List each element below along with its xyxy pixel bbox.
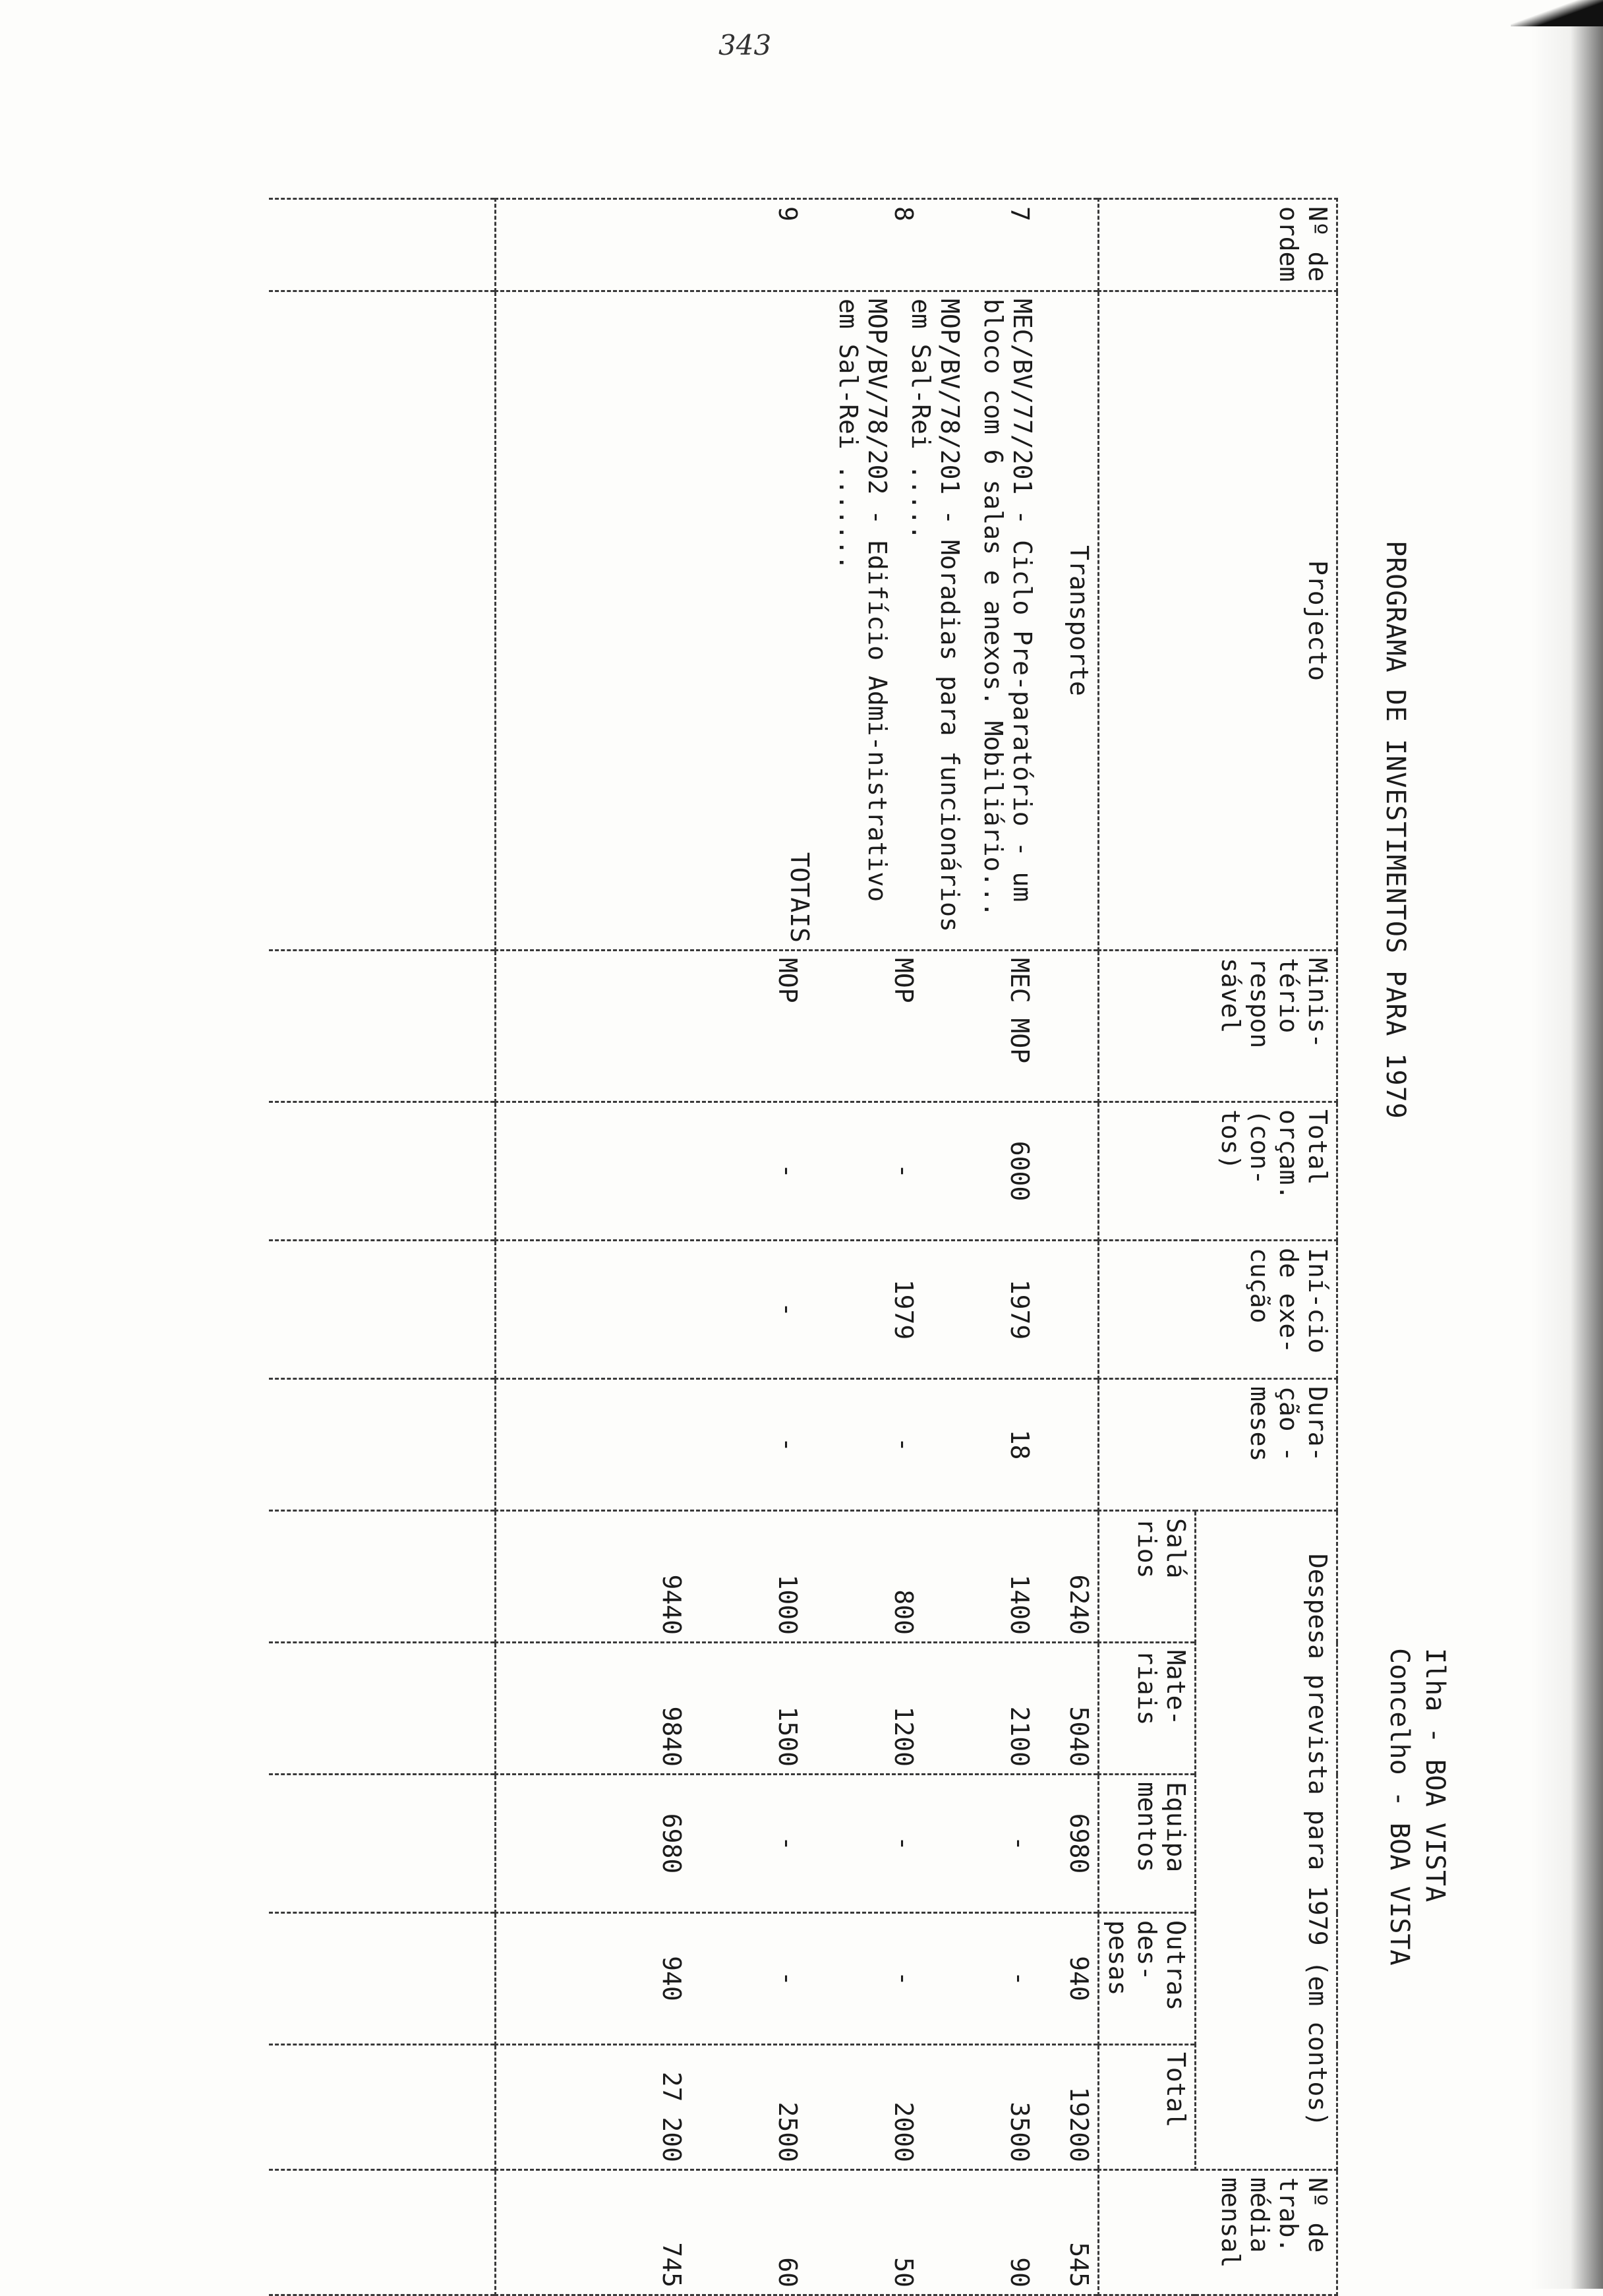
blank-cell (269, 2045, 496, 2170)
table-row-trabalhadores: 90 (1005, 2257, 1034, 2288)
table-row-inicio: - (773, 1302, 802, 1317)
header-duracao: Dura-ção -meses (1099, 1379, 1337, 1511)
table-row-duracao: - (889, 1437, 918, 1452)
projecto-cell (496, 291, 1099, 951)
table-row-duracao: 18 (1005, 1429, 1034, 1460)
transporte-label: Transporte (1064, 545, 1093, 696)
duracao-cell (496, 1379, 1099, 1511)
table-row-ministerio: MOP (773, 958, 802, 1003)
transporte-salarios: 6240 (1064, 1574, 1093, 1635)
totais-salarios: 9440 (657, 1574, 686, 1635)
transporte-materiais: 5040 (1064, 1706, 1093, 1767)
transporte-outras: 940 (1064, 1956, 1093, 2001)
header-salarios: Salá rios (1099, 1511, 1196, 1643)
table-row-salarios: 1400 (1005, 1574, 1034, 1635)
totais-equipamentos: 6980 (657, 1813, 686, 1874)
table-row-equipamentos: - (773, 1836, 802, 1851)
equipamentos-cell (496, 1775, 1099, 1913)
table-row-inicio: 1979 (889, 1279, 918, 1340)
table-row-materiais: 1500 (773, 1706, 802, 1767)
inicio-cell (496, 1241, 1099, 1379)
table-row-total-orcamento: 6000 (1005, 1140, 1034, 1202)
salarios-cell (496, 1511, 1099, 1643)
table-row-equipamentos: - (1005, 1836, 1034, 1851)
header-ministerio: Minis-tério respon sável (1099, 951, 1337, 1102)
concelho-label: Concelho - BOA VISTA (1384, 1648, 1414, 1966)
ministerio-cell (496, 951, 1099, 1102)
blank-cell (269, 1775, 496, 1913)
table-row-total-orcamento: - (773, 1163, 802, 1179)
header-trabalhadores: Nº de trab. média mensal (1099, 2170, 1337, 2295)
table-row-outras: - (773, 1971, 802, 1986)
total-cell (496, 2045, 1099, 2170)
header-despesa: Despesa prevista para 1979 (em contos) (1196, 1511, 1337, 2170)
totais-materiais: 9840 (657, 1706, 686, 1767)
header-total-orcamento: Total orçam. (con-tos) (1099, 1102, 1337, 1241)
blank-cell (269, 199, 496, 291)
blank-cell (269, 1241, 496, 1379)
table-row-total: 2000 (889, 2102, 918, 2163)
table-row-outras: - (889, 1971, 918, 1986)
table-row-outras: - (1005, 1971, 1034, 1986)
total-orcamento-cell (496, 1102, 1099, 1241)
table-row-trabalhadores: 50 (889, 2257, 918, 2288)
totais-total: 27 200 (657, 2071, 686, 2163)
table-row-salarios: 1000 (773, 1574, 802, 1635)
header-projecto: Projecto (1099, 291, 1337, 951)
rotated-document (277, 185, 1450, 2288)
transporte-equipamentos: 6980 (1064, 1813, 1093, 1874)
table-row-projecto: MOP/BV/78/202 - Edifício Admi-nistrativo em Sal-Rei ....... (834, 299, 892, 902)
totais-label: TOTAIS (785, 852, 814, 943)
table-row-ordem: 8 (889, 206, 918, 221)
table-row-ministerio: MEC MOP (1005, 958, 1034, 1064)
table-row-inicio: 1979 (1005, 1279, 1034, 1340)
transporte-trabalhadores: 545 (1064, 2242, 1093, 2288)
header-inicio: Iní-cio de exe-cução (1099, 1241, 1337, 1379)
header-outras: Outras des-pesas (1099, 1913, 1196, 2045)
blank-cell (269, 951, 496, 1102)
scan-shadow-edge (1530, 0, 1603, 2289)
document-title: PROGRAMA DE INVESTIMENTOS PARA 1979 (1380, 541, 1411, 1119)
blank-cell (269, 1102, 496, 1241)
blank-cell (269, 1379, 496, 1511)
table-row-ordem: 7 (1005, 206, 1034, 221)
blank-cell (269, 1643, 496, 1775)
trabalhadores-cell (496, 2170, 1099, 2295)
investment-table (277, 198, 1338, 2294)
header-materiais: Mate-riais (1099, 1643, 1196, 1775)
blank-cell (269, 291, 496, 951)
table-row-total-orcamento: - (889, 1163, 918, 1179)
table-row-total: 3500 (1005, 2102, 1034, 2163)
table-row-ordem: 9 (773, 206, 802, 221)
island-label: Ilha - BOA VISTA (1420, 1648, 1450, 1902)
outras-cell (496, 1913, 1099, 2045)
transporte-total: 19200 (1064, 2086, 1093, 2163)
ordem-cell (496, 199, 1099, 291)
totais-outras: 940 (657, 1956, 686, 2001)
blank-cell (269, 1511, 496, 1643)
header-equipamentos: Equipa mentos (1099, 1775, 1196, 1913)
page-number: 343 (718, 29, 772, 61)
table-row-trabalhadores: 60 (773, 2257, 802, 2288)
table-row-projecto: MOP/BV/78/201 - Moradias para funcionários em Sal-Rei ..... (906, 299, 964, 932)
table-row-projecto: MEC/BV/77/201 - Ciclo Pre-paratório - um bloco com 6 salas e anexos. Mobiliário... (979, 299, 1037, 917)
totais-trabalhadores: 745 (657, 2242, 686, 2288)
blank-cell (269, 1913, 496, 2045)
page-corner-fold (1511, 0, 1603, 26)
table-row-total: 2500 (773, 2102, 802, 2163)
table-row-salarios: 800 (889, 1589, 918, 1635)
table-row-materiais: 2100 (1005, 1706, 1034, 1767)
table-row-equipamentos: - (889, 1836, 918, 1851)
table-row-ministerio: MOP (889, 958, 918, 1003)
table-row-duracao: - (773, 1437, 802, 1452)
materiais-cell (496, 1643, 1099, 1775)
blank-cell (269, 2170, 496, 2295)
header-ordem: Nº de ordem (1099, 199, 1337, 291)
header-total: Total (1099, 2045, 1196, 2170)
table-row-materiais: 1200 (889, 1706, 918, 1767)
